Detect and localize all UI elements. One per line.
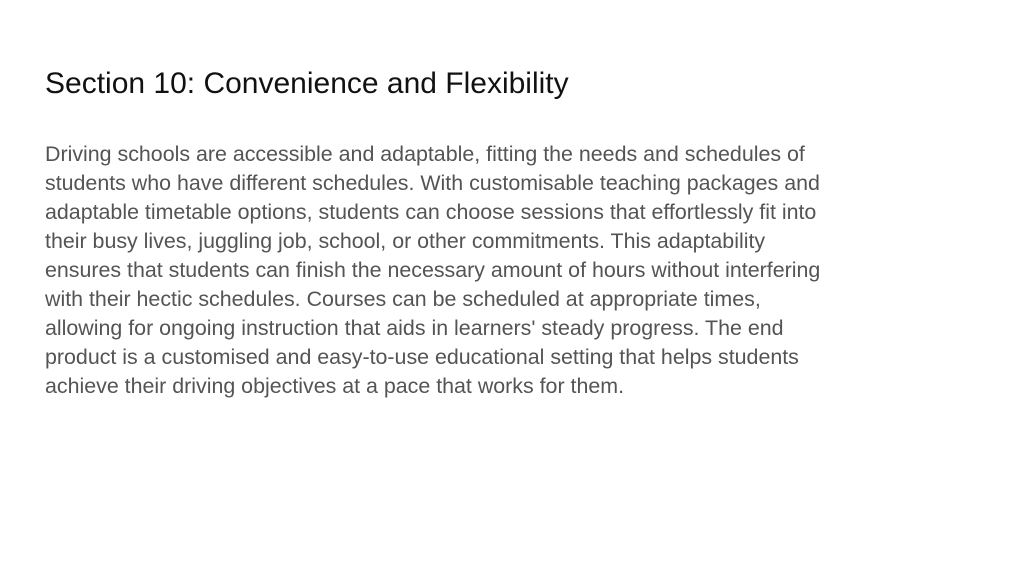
body-line: product is a customised and easy-to-use educational setting that helps students — [45, 345, 799, 369]
body-line: students who have different schedules. With customisable teaching packages and — [45, 171, 820, 195]
body-line: adaptable timetable options, students can choose sessions that effortlessly fit into — [45, 200, 817, 224]
body-line: Driving schools are accessible and adaptable, fitting the needs and schedules of — [45, 142, 805, 166]
slide-body — [45, 140, 985, 401]
slide-title: Section 10: Convenience and Flexibility — [45, 67, 569, 100]
body-line: ensures that students can finish the necessary amount of hours without interfering — [45, 258, 821, 282]
body-line: achieve their driving objectives at a pace that works for them. — [45, 374, 625, 398]
body-line: with their hectic schedules. Courses can be scheduled at appropriate times, — [45, 287, 761, 311]
body-line: allowing for ongoing instruction that aids in learners' steady progress. The end — [45, 316, 784, 340]
body-line: their busy lives, juggling job, school, or other commitments. This adaptability — [45, 229, 766, 253]
